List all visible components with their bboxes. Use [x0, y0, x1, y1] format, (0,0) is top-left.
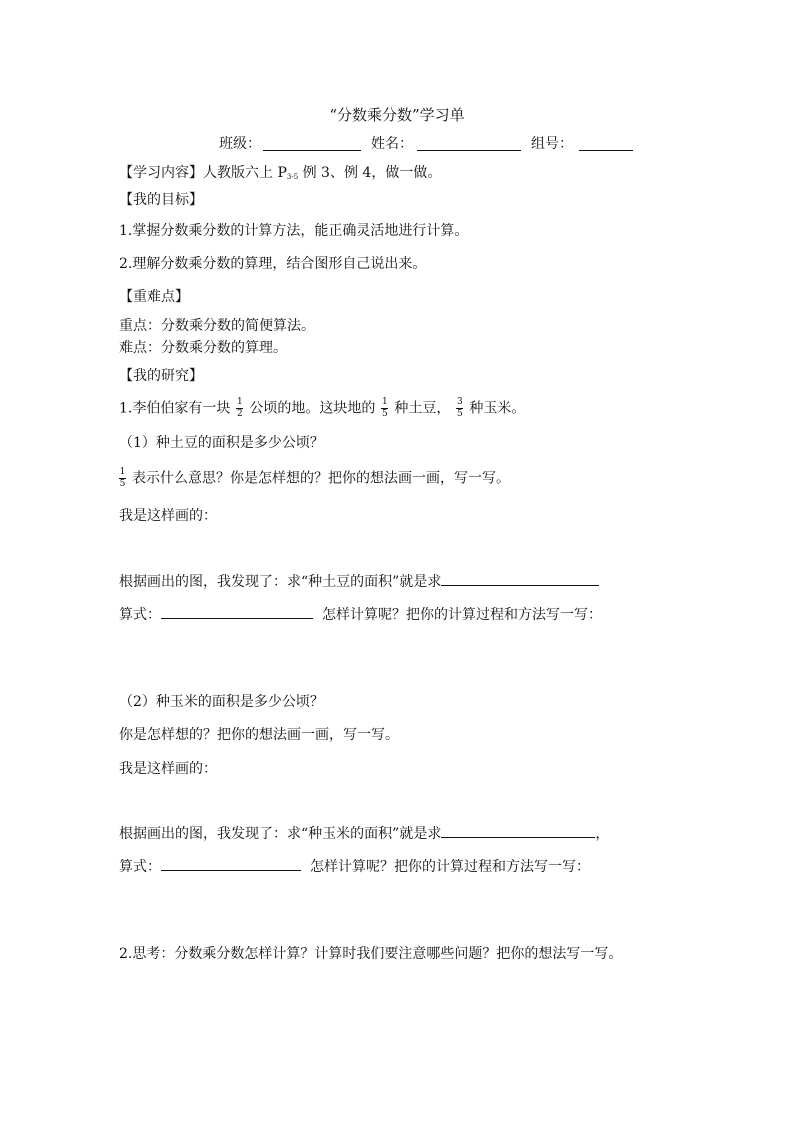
part-1-formula-blank[interactable]	[161, 603, 313, 619]
part-1-meaning	[113, 468, 510, 489]
goal-item-2: 2.理解分数乘分数的算理，结合图形自己说出来。	[119, 256, 427, 272]
fraction-three-fifths	[456, 398, 463, 419]
learning-content-examples: 例 3、例 4，做一做。	[298, 165, 442, 181]
key-point: 重点：分数乘分数的简便算法。	[119, 318, 315, 334]
name-blank[interactable]	[417, 135, 521, 151]
part-1-meaning-text: 表示什么意思？你是怎样想的？把你的想法画一画，写一写。	[132, 470, 510, 487]
part-1-formula	[119, 603, 602, 625]
fraction-numerator: 1	[381, 397, 388, 407]
class-label: 班级：	[219, 136, 261, 152]
part-2-draw-label: 我是这样画的：	[119, 761, 217, 777]
group-blank[interactable]	[579, 135, 633, 151]
page-title: “分数乘分数”学习单	[329, 106, 465, 124]
part-2-formula-blank[interactable]	[161, 855, 301, 871]
fraction-numerator: 1	[119, 467, 126, 477]
question-1-text-c: 种土豆，	[394, 400, 451, 417]
fraction-denominator: 5	[381, 409, 388, 419]
part-2-finding-text: 根据画出的图，我发现了：求“种玉米的面积”就是求	[119, 826, 442, 842]
fraction-one-fifth	[381, 398, 388, 419]
fraction-denominator: 5	[456, 409, 463, 419]
question-1	[119, 398, 525, 419]
part-2-finding	[119, 822, 609, 844]
page-range: 3-5	[286, 173, 299, 181]
part-2-finding-comma: ，	[595, 826, 610, 842]
fraction-denominator: 5	[119, 479, 126, 489]
formula-label: 算式：	[119, 859, 161, 875]
research-heading: 【我的研究】	[119, 368, 203, 384]
learning-content-text: 人教版六上 P	[203, 165, 287, 181]
fraction-one-half	[236, 398, 243, 419]
part-1-finding	[119, 570, 599, 592]
part-2-question: （2）种玉米的面积是多少公顷？	[119, 694, 324, 710]
question-1-text-a: 1.李伯伯家有一块	[119, 400, 231, 417]
goals-heading: 【我的目标】	[119, 192, 203, 208]
class-blank[interactable]	[263, 135, 361, 151]
part-2-formula	[119, 855, 590, 877]
question-1-text-b: 公顷的地。这块地的	[249, 400, 376, 417]
part-1-how-text: 怎样计算呢？把你的计算过程和方法写一写：	[322, 607, 602, 623]
question-1-text-d: 种玉米。	[469, 400, 526, 417]
part-2-think: 你是怎样想的？把你的想法画一画，写一写。	[119, 727, 399, 743]
name-label: 姓名：	[371, 136, 413, 152]
fraction-denominator: 2	[236, 409, 243, 419]
part-1-draw-label: 我是这样画的：	[119, 508, 217, 524]
group-label: 组号：	[531, 136, 573, 152]
part-1-finding-text: 根据画出的图，我发现了：求“种土豆的面积”就是求	[119, 574, 442, 590]
part-1-question: （1）种土豆的面积是多少公顷？	[119, 435, 324, 451]
part-1-finding-blank[interactable]	[441, 570, 599, 586]
part-2-how-text: 怎样计算呢？把你的计算过程和方法写一写：	[310, 859, 590, 875]
fraction-one-fifth	[119, 468, 126, 489]
learning-content	[119, 163, 441, 187]
fraction-numerator: 1	[236, 397, 243, 407]
formula-label: 算式：	[119, 607, 161, 623]
part-2-finding-blank[interactable]	[441, 822, 595, 838]
key-points-heading: 【重难点】	[119, 289, 189, 305]
question-2: 2.思考：分数乘分数怎样计算？计算时我们要注意哪些问题？把你的想法写一写。	[119, 946, 623, 962]
fraction-numerator: 3	[456, 397, 463, 407]
learning-content-label: 【学习内容】	[119, 165, 203, 181]
difficult-point: 难点：分数乘分数的算理。	[119, 340, 287, 356]
goal-item-1: 1.掌握分数乘分数的计算方法，能正确灵活地进行计算。	[119, 223, 469, 239]
